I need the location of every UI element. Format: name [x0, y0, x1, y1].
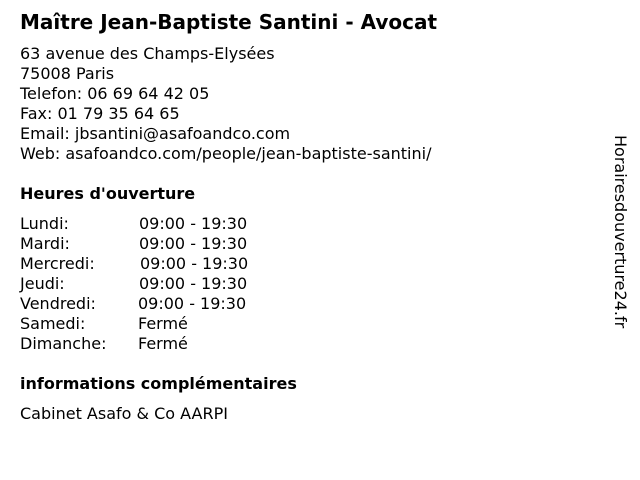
hours-row-monday [20, 214, 280, 234]
hours-row-friday [20, 294, 280, 314]
day-label: Mardi: [20, 234, 70, 253]
address-city: 75008 Paris [20, 64, 115, 83]
hours-value: 09:00 - 19:30 [138, 294, 247, 313]
hours-row-sunday [20, 334, 280, 354]
additional-info-text: Cabinet Asafo & Co AARPI [20, 404, 228, 423]
hours-row-wednesday [20, 254, 280, 274]
hours-value: Fermé [138, 314, 188, 333]
additional-info-heading: informations complémentaires [20, 374, 297, 393]
email-address: Email: jbsantini@asafoandco.com [20, 124, 291, 143]
website-url: Web: asafoandco.com/people/jean-baptiste-santini/ [20, 144, 432, 163]
address-street: 63 avenue des Champs-Elysées [20, 44, 275, 63]
day-label: Samedi: [20, 314, 86, 333]
hours-row-tuesday [20, 234, 280, 254]
hours-value: 09:00 - 19:30 [139, 274, 248, 293]
contact-block [20, 44, 431, 164]
hours-value: Fermé [138, 334, 188, 353]
page-title: Maître Jean-Baptiste Santini - Avocat [20, 10, 438, 34]
hours-value: 09:00 - 19:30 [140, 254, 249, 273]
opening-hours-heading: Heures d'ouverture [20, 184, 196, 203]
day-label: Jeudi: [20, 274, 65, 293]
opening-hours-table [20, 214, 280, 354]
hours-value: 09:00 - 19:30 [139, 234, 248, 253]
site-watermark: Horairesdouverture24.fr [611, 135, 630, 329]
hours-row-thursday [20, 274, 280, 294]
day-label: Mercredi: [20, 254, 95, 273]
day-label: Vendredi: [20, 294, 96, 313]
hours-row-saturday [20, 314, 280, 334]
fax-number: Fax: 01 79 35 64 65 [20, 104, 180, 123]
hours-value: 09:00 - 19:30 [139, 214, 248, 233]
day-label: Lundi: [20, 214, 69, 233]
day-label: Dimanche: [20, 334, 107, 353]
phone-number: Telefon: 06 69 64 42 05 [20, 84, 210, 103]
